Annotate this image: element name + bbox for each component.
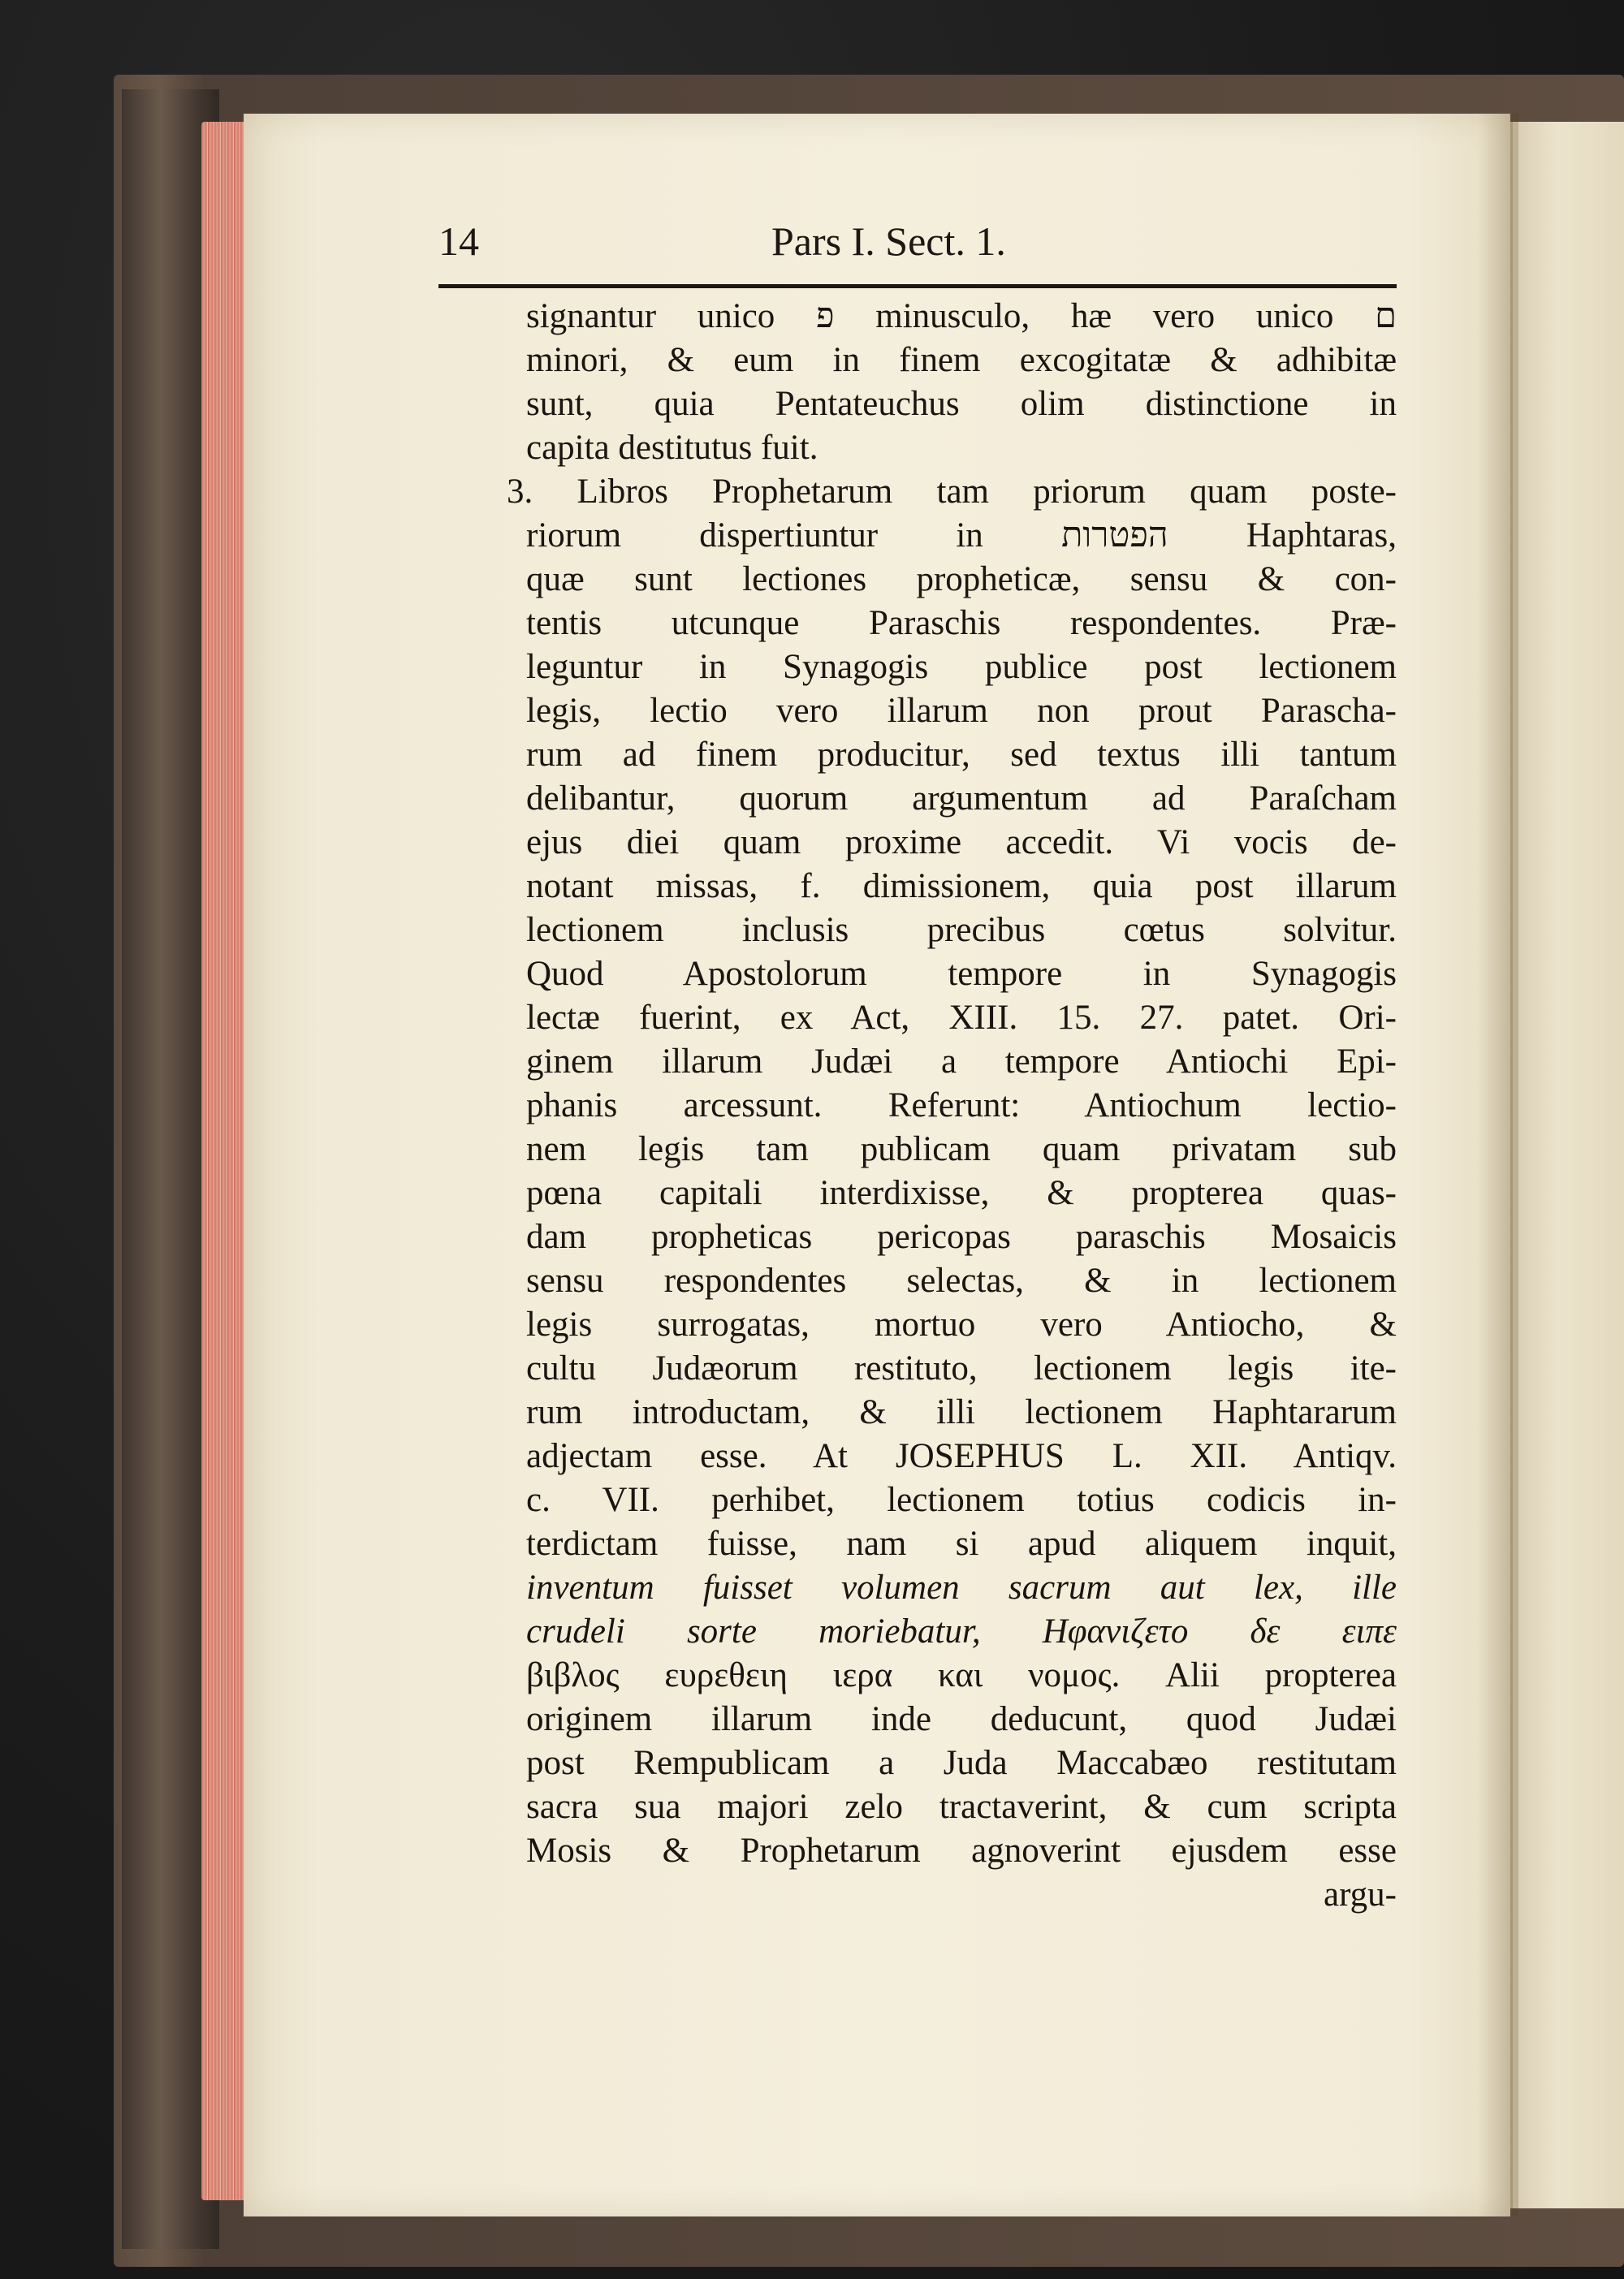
running-head: Pars I. Sect. 1. bbox=[771, 218, 1006, 264]
text-line: signantur unico פ minusculo, hæ vero unico ם bbox=[526, 297, 1397, 335]
gutter-shadow bbox=[1478, 114, 1518, 2216]
text-line: lectionem inclusis precibus cœtus solvitur. bbox=[526, 911, 1397, 949]
text-line: quæ sunt lectiones propheticæ, sensu & con- bbox=[526, 560, 1397, 598]
text-line: legis surrogatas, mortuo vero Antiocho, & bbox=[526, 1306, 1397, 1344]
page-header bbox=[438, 218, 1397, 283]
text-line: pœna capitali interdixisse, & propterea quas- bbox=[526, 1174, 1397, 1212]
text-line: βιβλος ευρεθειη ιερα και νομος. Alii propterea bbox=[526, 1656, 1397, 1694]
text-line: sacra sua majori zelo tractaverint, & cum scripta bbox=[526, 1788, 1397, 1826]
text-line: capita destitutus fuit. bbox=[526, 429, 818, 467]
text-line: post Rempublicam a Juda Maccabæo restitutam bbox=[526, 1744, 1397, 1782]
text-line: sensu respondentes selectas, & in lectionem bbox=[526, 1262, 1397, 1300]
text-line: riorum dispertiuntur in הפטרות Haphtaras, bbox=[526, 516, 1397, 555]
text-line: leguntur in Synagogis publice post lectionem bbox=[526, 648, 1397, 686]
text-line: legis, lectio vero illarum non prout Parascha- bbox=[526, 692, 1397, 730]
text-line: crudeli sorte moriebatur, Ηφανιζετο δε ειπε bbox=[526, 1612, 1397, 1651]
text-line: c. VII. perhibet, lectionem totius codicis in- bbox=[526, 1481, 1397, 1519]
text-line: Quod Apostolorum tempore in Synagogis bbox=[526, 955, 1397, 993]
text-line: adjectam esse. At JOSEPHUS L. XII. Antiqv. bbox=[526, 1437, 1397, 1475]
text-line: ginem illarum Judæi a tempore Antiochi Epi- bbox=[526, 1042, 1397, 1081]
header-rule bbox=[438, 284, 1397, 288]
text-line: dam propheticas pericopas paraschis Mosaicis bbox=[526, 1218, 1397, 1256]
text-line: ejus diei quam proxime accedit. Vi vocis de- bbox=[526, 823, 1397, 861]
text-line: minori, & eum in finem excogitatæ & adhibitæ bbox=[526, 341, 1397, 379]
text-line: cultu Judæorum restituto, lectionem legis ite- bbox=[526, 1349, 1397, 1388]
text-line: notant missas, f. dimissionem, quia post illarum bbox=[526, 867, 1397, 905]
text-line: sunt, quia Pentateuchus olim distinctione in bbox=[526, 385, 1397, 423]
facing-page-edge bbox=[1510, 122, 1624, 2208]
text-line: originem illarum inde deducunt, quod Judæi bbox=[526, 1700, 1397, 1738]
text-line: terdictam fuisse, nam si apud aliquem inquit, bbox=[526, 1525, 1397, 1563]
text-line: inventum fuisset volumen sacrum aut lex, ille bbox=[526, 1569, 1397, 1607]
text-line: Mosis & Prophetarum agnoverint ejusdem esse bbox=[526, 1832, 1397, 1870]
text-line: 3. Libros Prophetarum tam priorum quam poste- bbox=[507, 473, 1397, 511]
text-line: lectæ fuerint, ex Act, XIII. 15. 27. patet. Ori- bbox=[526, 999, 1397, 1037]
text-line: rum introductam, & illi lectionem Haphtararum bbox=[526, 1393, 1397, 1431]
text-line: phanis arcessunt. Referunt: Antiochum lectio- bbox=[526, 1086, 1397, 1124]
text-line: tentis utcunque Paraschis respondentes. Præ- bbox=[526, 604, 1397, 642]
text-line: delibantur, quorum argumentum ad Paraſcham bbox=[526, 779, 1397, 818]
page-number: 14 bbox=[438, 218, 479, 264]
catchword: argu- bbox=[1324, 1875, 1397, 1914]
text-line: nem legis tam publicam quam privatam sub bbox=[526, 1130, 1397, 1168]
text-line: rum ad finem producitur, sed textus illi tantum bbox=[526, 736, 1397, 774]
